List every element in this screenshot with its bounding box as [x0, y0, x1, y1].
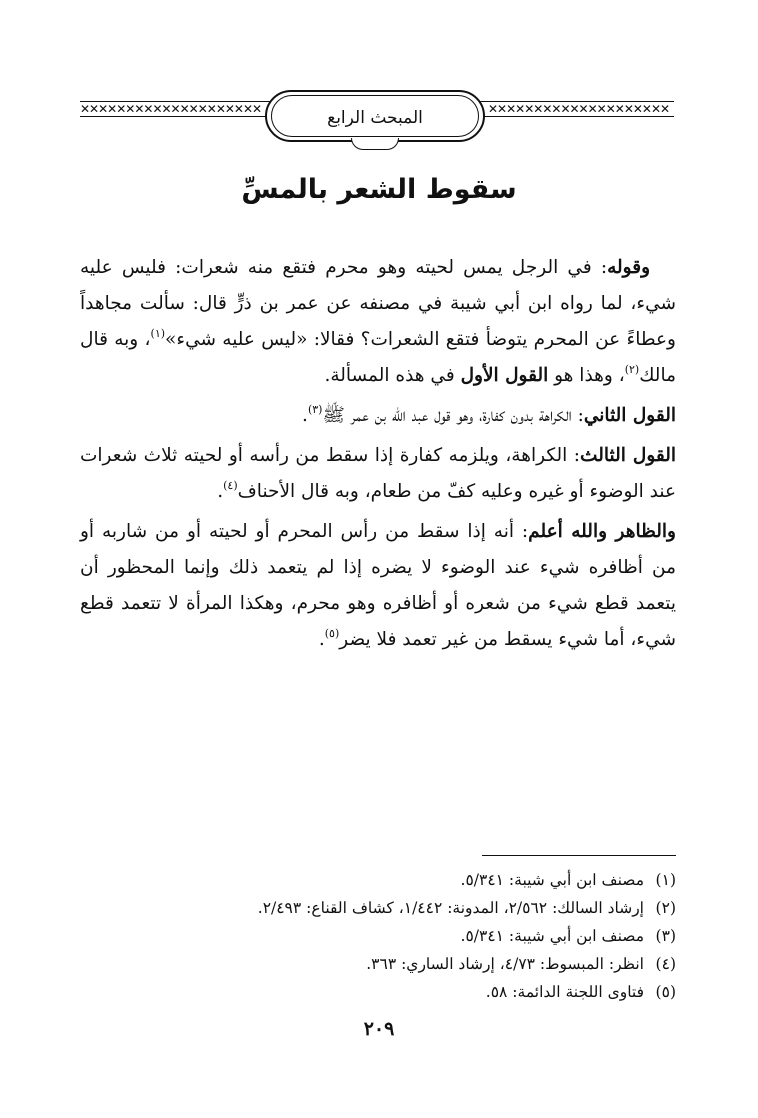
ornament-left: ✕✕✕✕✕✕✕✕✕✕✕✕✕✕✕✕✕✕✕✕	[80, 103, 262, 115]
page-number: ٢٠٩	[363, 1018, 395, 1040]
paragraph-2	[80, 398, 676, 434]
paragraph-lead: والظاهر والله أعلم	[528, 521, 676, 542]
paragraph-emphasis: القول الأول	[460, 365, 549, 386]
footnote-text: مصنف ابن أبي شيبة: ٥/٣٤١.	[460, 871, 644, 889]
footnote-item	[80, 922, 676, 950]
footnote-number: (١)	[655, 871, 676, 889]
paragraph-tail: .	[217, 481, 224, 502]
paragraph-lead: القول الثاني	[583, 405, 676, 426]
paragraph-tail: .	[302, 405, 308, 426]
body-text	[80, 250, 676, 662]
paragraph-text: في هذه المسألة.	[324, 365, 461, 386]
paragraph-lead: القول الثالث	[580, 445, 677, 466]
footnote-text: انظر: المبسوط: ٤/٧٣، إرشاد الساري: ٣٦٣.	[366, 955, 644, 973]
footnote-ref[interactable]: (٤)	[223, 479, 238, 492]
footnote-ref[interactable]: (٣)	[307, 403, 323, 416]
paragraph-3	[80, 438, 676, 510]
footnote-number: (٢)	[655, 899, 676, 917]
footnotes	[80, 866, 676, 1006]
footnote-item	[80, 950, 676, 978]
footnote-item	[80, 894, 676, 922]
footnote-number: (٣)	[655, 927, 676, 945]
footnote-item	[80, 866, 676, 894]
footnote-ref[interactable]: (١)	[150, 327, 166, 340]
page-title: سقوط الشعر بالمسِّ	[241, 174, 517, 205]
footnote-separator	[482, 855, 676, 856]
paragraph-text: : الكراهة بدون كفارة، وهو قول عبد الله بن عمر ﷺ	[322, 405, 584, 426]
section-label: المبحث الرابع	[327, 108, 423, 128]
footnote-number: (٥)	[655, 983, 676, 1001]
footnote-number: (٤)	[655, 955, 676, 973]
section-label-tab	[351, 138, 399, 150]
ornament-right: ✕✕✕✕✕✕✕✕✕✕✕✕✕✕✕✕✕✕✕✕	[488, 103, 670, 115]
footnote-text: مصنف ابن أبي شيبة: ٥/٣٤١.	[460, 927, 644, 945]
footnote-item	[80, 978, 676, 1006]
paragraph-text: : الكراهة، ويلزمه كفارة إذا سقط من رأسه أو لحيته ثلاث شعرات عند الوضوء أو غيره وعليه كفّ من طعام، وبه قال الأحناف	[80, 445, 676, 502]
footnote-ref[interactable]: (٢)	[624, 363, 640, 376]
paragraph-4	[80, 514, 676, 658]
paragraph-1	[80, 250, 676, 394]
footnote-text: فتاوى اللجنة الدائمة: ٥٨.	[485, 983, 644, 1001]
paragraph-text: : أنه إذا سقط من رأس المحرم أو لحيته أو من شاربه أو من أظافره شيء عند الوضوء لا يضره إذا لم يتعمد ذلك وإنما المحظور أن يتعمد قطع شيء من شعره أو أظافره وهو محرم، وهكذا المرأة لا تتعمد قطع شيء، أما شيء يسقط من غير تعمد فلا يضر	[80, 521, 676, 650]
paragraph-text: ، وهذا هو	[548, 365, 625, 386]
paragraph-text: : في الرجل يمس لحيته وهو محرم فتقع منه شعرات: فليس عليه شيء، لما رواه ابن أبي شيبة في مصنفه عن عمر بن ذرٍّ قال: سألت مجاهداً وعطاءً عن المحرم يتوضأ فتقع الشعرات؟ فقالا: «ليس عليه شيء»	[80, 257, 676, 350]
paragraph-tail: .	[318, 629, 325, 650]
footnote-text: إرشاد السالك: ٢/٥٦٢، المدونة: ١/٤٤٢، كشاف القناع: ٢/٤٩٣.	[257, 899, 644, 917]
footnote-ref[interactable]: (٥)	[324, 627, 340, 640]
paragraph-text: ، وبه قال مالك	[80, 329, 676, 386]
paragraph-lead: وقوله	[607, 257, 650, 278]
